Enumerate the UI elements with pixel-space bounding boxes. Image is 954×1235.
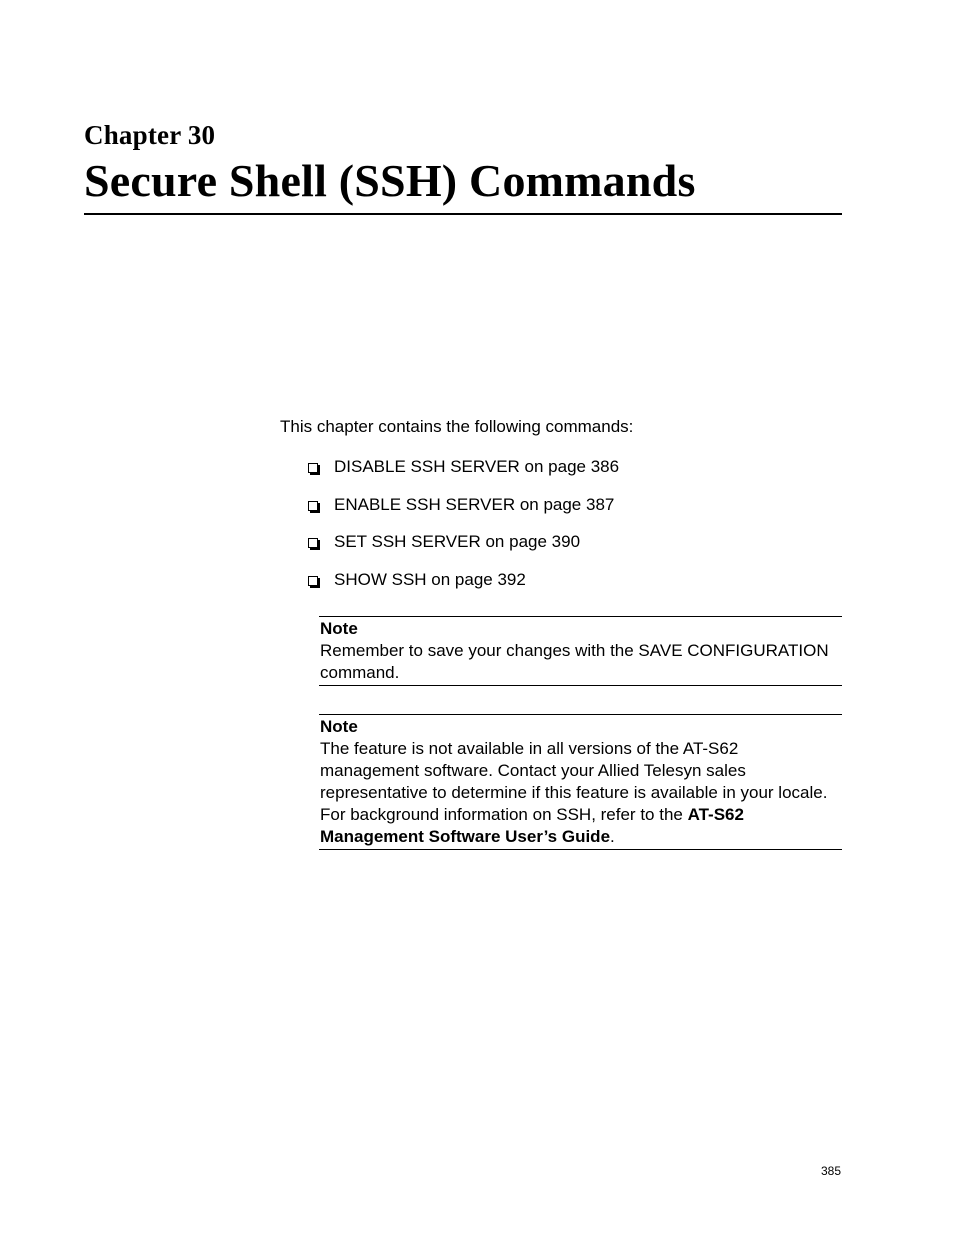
note-box <box>319 714 842 850</box>
command-link[interactable]: SHOW SSH on page 392 <box>334 569 526 589</box>
note-heading: Note <box>320 717 358 736</box>
checkbox-bullet-icon <box>308 463 318 473</box>
checkbox-bullet-icon <box>308 501 318 511</box>
command-list <box>308 456 619 606</box>
chapter-label: Chapter 30 <box>84 120 216 150</box>
note-body-text: The feature is not available in all versions of the AT-S62 management software. Contact your Allied Telesyn sales representative to determine if this feature is available in your locale. For background information on SSH, refer to the <box>320 739 828 824</box>
note-box <box>319 616 842 686</box>
checkbox-bullet-icon <box>308 538 318 548</box>
list-item <box>308 569 619 591</box>
note-body <box>320 738 842 848</box>
command-link[interactable]: DISABLE SSH SERVER on page 386 <box>334 457 620 476</box>
title-rule <box>84 213 842 215</box>
note-body-end: . <box>610 827 615 846</box>
list-item <box>308 494 619 516</box>
command-link[interactable]: SET SSH SERVER on page 390 <box>334 532 581 551</box>
command-link[interactable]: ENABLE SSH SERVER on page 387 <box>334 494 615 514</box>
guide-reference: AT-S62 Management Software User’s Guide <box>320 805 744 846</box>
page-number: 385 <box>820 1164 841 1178</box>
note-body: Remember to save your changes with the SAVE CONFIGURATION command. <box>320 641 829 682</box>
note-heading: Note <box>320 619 358 638</box>
list-item <box>308 456 619 478</box>
chapter-title: Secure Shell (SSH) Commands <box>84 155 696 206</box>
intro-text: This chapter contains the following commands: <box>280 417 634 436</box>
checkbox-bullet-icon <box>308 576 318 586</box>
list-item <box>308 531 619 553</box>
